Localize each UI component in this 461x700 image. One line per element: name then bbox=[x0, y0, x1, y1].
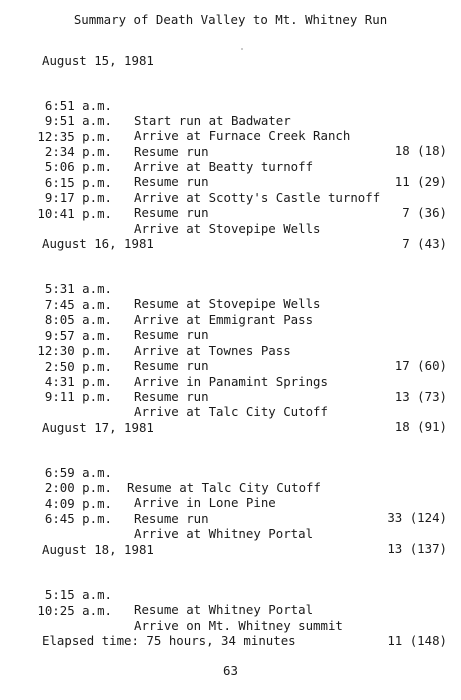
log-event: Arrive at Beatty turnoff bbox=[134, 159, 314, 174]
log-event: Arrive at Emmigrant Pass bbox=[134, 312, 314, 327]
elapsed-time: Elapsed time: 75 hours, 34 minutes bbox=[42, 633, 296, 648]
log-event: Start run at Badwater bbox=[134, 113, 291, 128]
log-event: Resume at Whitney Portal bbox=[134, 602, 314, 617]
log-event: Arrive at Furnace Creek Ranch bbox=[134, 128, 351, 143]
log-time: 9:51 a.m. bbox=[44, 113, 112, 128]
log-event: Arrive at Whitney Portal bbox=[134, 526, 314, 541]
log-event: Resume at Stovepipe Wells bbox=[134, 296, 321, 311]
log-time: 6:15 p.m. bbox=[44, 175, 112, 190]
log-time: 4:09 p.m. bbox=[44, 496, 112, 511]
log-miles: 11 (29) bbox=[394, 174, 447, 189]
log-event: Resume run bbox=[134, 327, 209, 342]
log-event: Resume run bbox=[134, 205, 209, 220]
log-time: 8:05 a.m. bbox=[44, 312, 112, 327]
log-event: Arrive at Talc City Cutoff bbox=[134, 404, 328, 419]
log-miles: 33 (124) bbox=[387, 510, 447, 525]
log-time: 2:34 p.m. bbox=[44, 144, 112, 159]
log-time: 5:06 p.m. bbox=[44, 159, 112, 174]
log-miles: 13 (73) bbox=[394, 389, 447, 404]
log-time: 9:57 a.m. bbox=[44, 328, 112, 343]
log-time: 12:35 p.m. bbox=[37, 129, 112, 144]
log-event: Arrive at Scotty's Castle turnoff bbox=[134, 190, 381, 205]
log-time: 12:30 p.m. bbox=[37, 343, 112, 358]
log-miles: 7 (43) bbox=[402, 236, 447, 251]
day-heading: August 16, 1981 bbox=[42, 236, 154, 251]
log-event: Resume run bbox=[134, 389, 209, 404]
log-event: Resume run bbox=[134, 174, 209, 189]
log-event: Resume run bbox=[134, 511, 209, 526]
log-event: Arrive in Panamint Springs bbox=[134, 374, 328, 389]
log-time: 5:31 a.m. bbox=[44, 281, 112, 296]
log-time: 2:00 p.m. bbox=[44, 480, 112, 495]
day-heading: August 17, 1981 bbox=[42, 420, 154, 435]
log-event: Arrive on Mt. Whitney summit bbox=[134, 618, 343, 633]
log-time: 10:25 a.m. bbox=[37, 603, 112, 618]
paper-speck bbox=[241, 48, 243, 50]
log-event: Resume run bbox=[134, 358, 209, 373]
log-time: 6:51 a.m. bbox=[44, 98, 112, 113]
page-title: Summary of Death Valley to Mt. Whitney Run bbox=[73, 12, 388, 27]
log-time: 9:11 p.m. bbox=[44, 389, 112, 404]
log-time: 10:41 p.m. bbox=[37, 206, 112, 221]
day-heading: August 15, 1981 bbox=[42, 53, 154, 68]
log-event: Arrive at Stovepipe Wells bbox=[134, 221, 321, 236]
log-miles: 17 (60) bbox=[394, 358, 447, 373]
log-event: Arrive in Lone Pine bbox=[134, 495, 276, 510]
log-event: Resume run bbox=[134, 144, 209, 159]
log-miles: 18 (91) bbox=[394, 419, 447, 434]
log-miles: 7 (36) bbox=[402, 205, 447, 220]
log-miles: 18 (18) bbox=[394, 143, 447, 158]
log-miles: 13 (137) bbox=[387, 541, 447, 556]
log-time: 2:50 p.m. bbox=[44, 359, 112, 374]
page-number: 63 bbox=[223, 663, 238, 678]
log-miles: 11 (148) bbox=[387, 633, 447, 648]
log-time: 7:45 a.m. bbox=[44, 297, 112, 312]
day-heading: August 18, 1981 bbox=[42, 542, 154, 557]
log-time: 6:59 a.m. bbox=[44, 465, 112, 480]
log-event: Resume at Talc City Cutoff bbox=[127, 480, 321, 495]
log-event: Arrive at Townes Pass bbox=[134, 343, 291, 358]
log-time: 5:15 a.m. bbox=[44, 587, 112, 602]
log-time: 4:31 p.m. bbox=[44, 374, 112, 389]
log-time: 9:17 p.m. bbox=[44, 190, 112, 205]
log-time: 6:45 p.m. bbox=[44, 511, 112, 526]
